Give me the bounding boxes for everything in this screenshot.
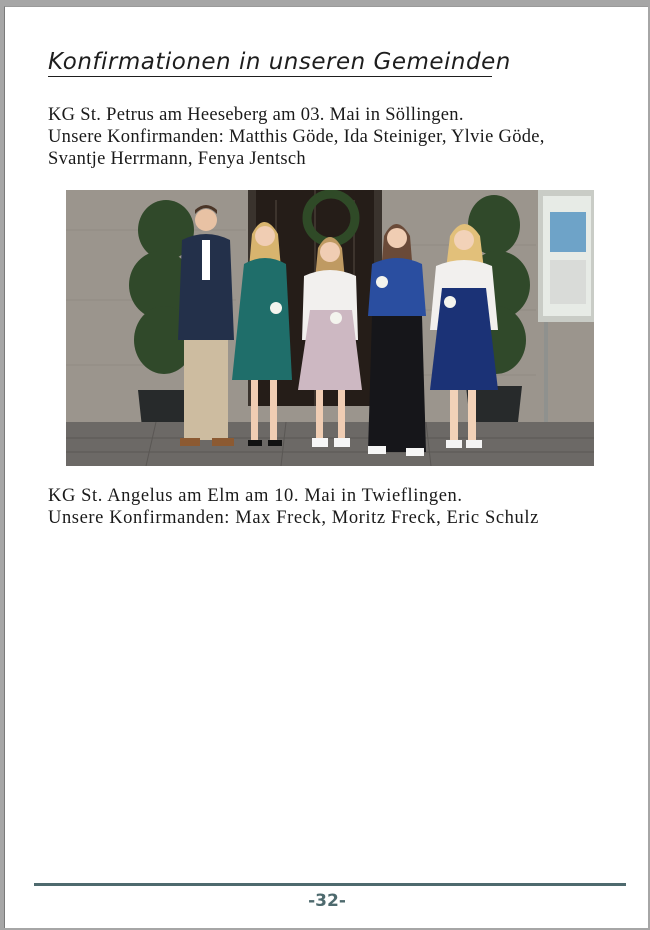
section-st-angelus-line-1: KG St. Angelus am Elm am 10. Mai in Twieflingen. — [48, 486, 463, 506]
heading-underline — [48, 76, 492, 77]
document-page — [4, 6, 648, 928]
section-st-petrus-line-2: Unsere Konfirmanden: Matthis Göde, Ida Steiniger, Ylvie Göde, — [48, 127, 545, 147]
page-heading: Konfirmationen in unseren Gemeinden — [48, 49, 511, 75]
section-st-petrus-line-3: Svantje Herrmann, Fenya Jentsch — [48, 149, 306, 169]
section-st-angelus-line-2: Unsere Konfirmanden: Max Freck, Moritz Freck, Eric Schulz — [48, 508, 539, 528]
confirmation-group-photo — [66, 190, 594, 466]
section-st-petrus — [48, 104, 545, 170]
footer-rule — [34, 883, 626, 886]
page-number: -32- — [308, 891, 346, 911]
section-st-angelus — [48, 485, 614, 529]
section-st-petrus-line-1: KG St. Petrus am Heeseberg am 03. Mai in Söllingen. — [48, 105, 464, 125]
